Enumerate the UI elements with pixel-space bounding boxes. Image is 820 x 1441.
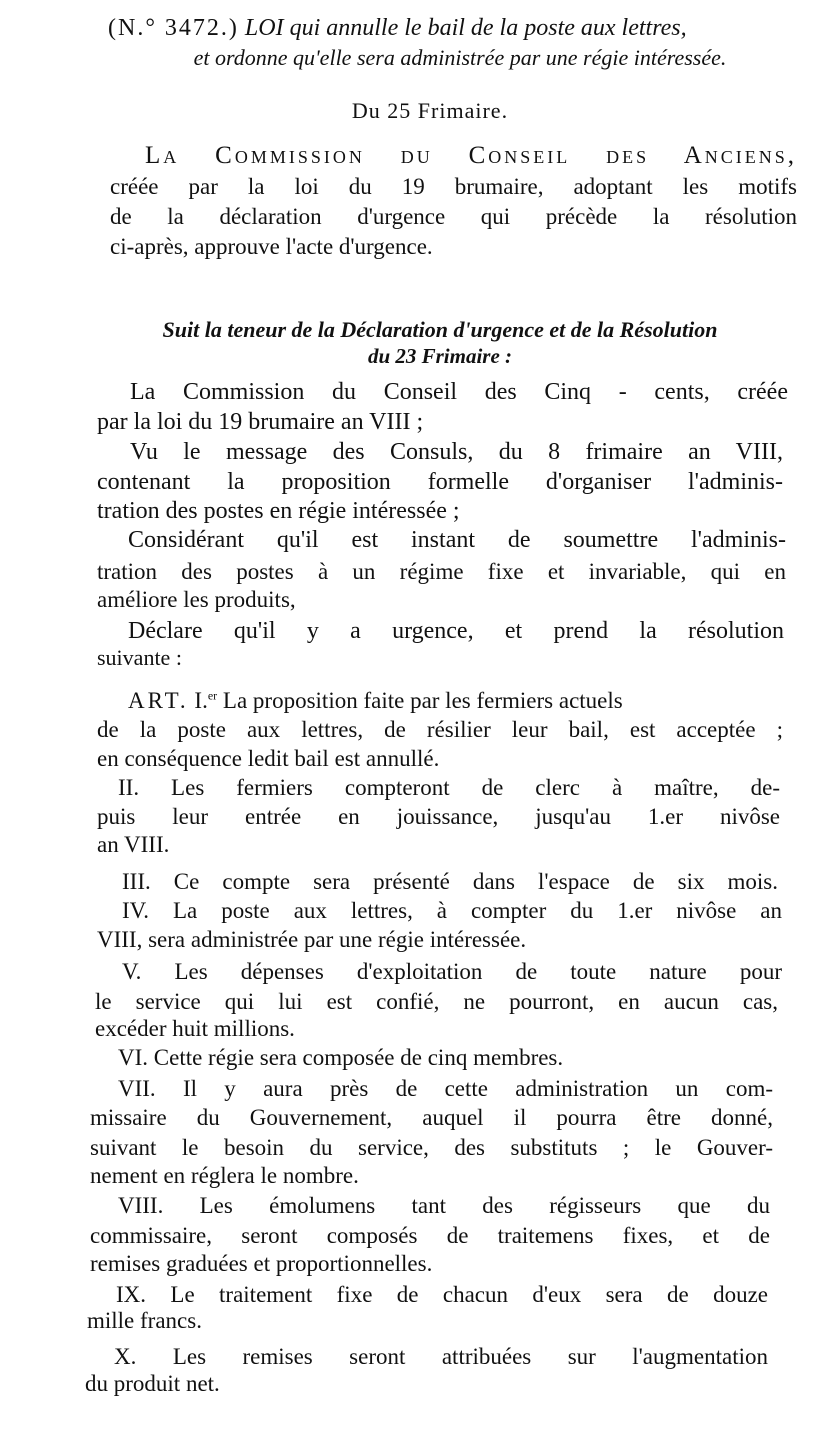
preamble-line: tration des postes à un régime fixe et invariable, qui en [97, 559, 786, 584]
article-2-line-3: an VIII. [97, 832, 170, 857]
article-4-line-2: VIII, sera administrée par une régie intéressée. [97, 927, 527, 952]
article-3-line-1: III. Ce compte sera présenté dans l'espace de six mois. [122, 869, 778, 894]
preamble-line: Considérant qu'il est instant de soumettre l'adminis- [128, 527, 786, 553]
preamble-line: tration des postes en régie intéressée ; [97, 498, 460, 524]
article-8-line-2: commissaire, seront composés de traitemens fixes, et de [90, 1223, 770, 1248]
article-5-line-3: excéder huit millions. [95, 1016, 295, 1041]
commission-line-4: ci-après, approuve l'acte d'urgence. [110, 234, 433, 259]
suit-heading-line-2: du 23 Frimaire : [367, 344, 513, 368]
article-10-line-2: du produit net. [85, 1371, 220, 1396]
article-7-line-1: VII. Il y aura près de cette administration un com- [118, 1076, 773, 1101]
commission-line-2: créée par la loi du 19 brumaire, adoptant les motifs [110, 174, 797, 199]
preamble-line: Déclare qu'il y a urgence, et prend la résolution [128, 618, 784, 644]
article-1-line-3: en conséquence ledit bail est annullé. [97, 746, 440, 771]
article-label: ART. [128, 688, 189, 713]
article-1-line-1 [128, 687, 786, 715]
article-2-line-2: puis leur entrée en jouissance, jusqu'au 1.er nivôse [97, 804, 780, 829]
article-ordinal: er [207, 688, 218, 703]
law-number: (N.° 3472.) [108, 15, 239, 41]
article-7-line-3: suivant le besoin du service, des substituts ; le Gouver- [90, 1135, 773, 1160]
article-10-line-1: X. Les remises seront attribuées sur l'augmentation [114, 1344, 768, 1369]
article-6-line-1: VI. Cette régie sera composée de cinq membres. [118, 1045, 564, 1070]
law-title-line2: et ordonne qu'elle sera administrée par une régie intéressée. [193, 45, 727, 70]
article-2-line-1: II. Les fermiers compteront de clerc à maître, de- [118, 775, 780, 800]
preamble-line: Vu le message des Consuls, du 8 frimaire an VIII, [130, 439, 783, 465]
article-8-line-1: VIII. Les émolumens tant des régisseurs que du [118, 1193, 770, 1218]
preamble-line: améliore les produits, [97, 587, 296, 612]
article-text: La proposition faite par les fermiers actuels [222, 688, 623, 713]
article-9-line-2: mille francs. [87, 1308, 202, 1333]
preamble-line: La Commission du Conseil des Cinq - cents, créée [130, 379, 788, 405]
law-heading [108, 14, 798, 42]
article-5-line-2: le service qui lui est confié, ne pourront, en aucun cas, [95, 989, 778, 1014]
article-numeral: I. [194, 688, 208, 713]
article-9-line-1: IX. Le traitement fixe de chacun d'eux sera de douze [116, 1282, 768, 1307]
preamble-line: par la loi du 19 brumaire an VIII ; [97, 409, 424, 435]
preamble-line: suivante : [97, 645, 182, 670]
article-7-line-4: nement en réglera le nombre. [90, 1163, 359, 1188]
suit-heading-line-1: Suit la teneur de la Déclaration d'urgence et de la Résolution [162, 317, 718, 342]
commission-line-1: La Commission du Conseil des Anciens, [145, 142, 797, 169]
article-4-line-1: IV. La poste aux lettres, à compter du 1.er nivôse an [122, 898, 782, 923]
commission-line-3: de la déclaration d'urgence qui précède la résolution [110, 204, 797, 229]
article-7-line-2: missaire du Gouvernement, auquel il pourra être donné, [90, 1105, 773, 1130]
article-8-line-3: remises graduées et proportionnelles. [90, 1251, 433, 1276]
law-title: LOI qui annulle le bail de la poste aux lettres, [244, 15, 687, 41]
article-5-line-1: V. Les dépenses d'exploitation de toute nature pour [122, 959, 782, 984]
article-1-line-2: de la poste aux lettres, de résilier leur bail, est acceptée ; [97, 717, 783, 742]
date-line: Du 25 Frimaire. [351, 98, 509, 123]
preamble-line: contenant la proposition formelle d'organiser l'adminis- [97, 469, 783, 495]
